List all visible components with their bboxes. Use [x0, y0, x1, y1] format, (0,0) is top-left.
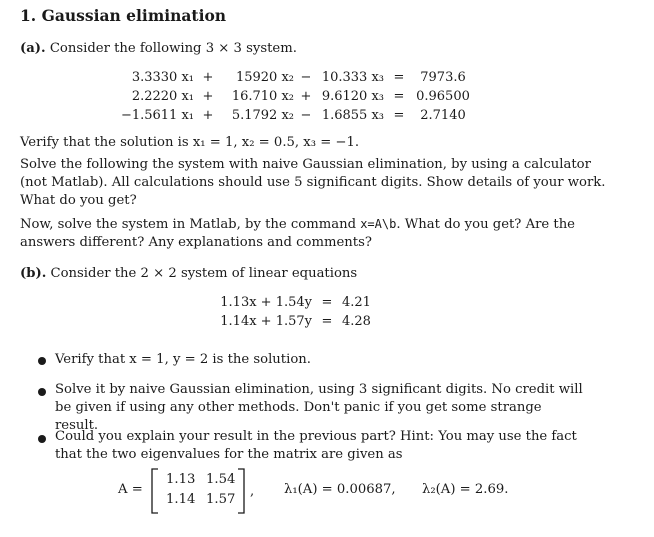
equation-lhs: 1.13x + 1.54y — [220, 294, 312, 310]
matrix-entry: 1.54 — [206, 472, 236, 487]
part-a-heading — [20, 40, 297, 58]
section-title: 1. Gaussian elimination — [20, 6, 227, 25]
term: 3.3330 x₁ — [131, 69, 194, 85]
equals-sign: = — [393, 88, 405, 104]
part-b-intro: Consider the 2 × 2 system of linear equations — [50, 266, 358, 281]
operator: + — [202, 88, 214, 104]
verify-solution-text: Verify that the solution is x₁ = 1, x₂ = 0.5, x₃ = −1. — [20, 135, 360, 150]
equals-sign: = — [393, 69, 405, 85]
operator: − — [300, 69, 312, 85]
matlab-text-pre: Now, solve the system in Matlab, by the command — [20, 217, 361, 232]
equation-row — [120, 87, 472, 106]
equation-row — [220, 293, 382, 312]
term: 15920 x₂ — [235, 69, 294, 85]
term: −1.5611 x₁ — [120, 107, 194, 123]
term: 16.710 x₂ — [231, 88, 294, 104]
matrix-entry: 1.13 — [166, 472, 196, 487]
term: 5.1792 x₂ — [231, 107, 294, 123]
equation-row — [220, 312, 382, 331]
right-bracket-icon — [236, 468, 246, 514]
matlab-command: x=A\b — [360, 217, 397, 231]
operator: + — [202, 107, 214, 123]
rhs-value: 0.96500 — [416, 88, 470, 104]
equals-sign: = — [393, 107, 405, 123]
part-b-heading — [20, 265, 357, 283]
term: 2.2220 x₁ — [131, 88, 194, 104]
matrix-label: A = — [118, 482, 143, 497]
rhs-value: 2.7140 — [420, 107, 466, 123]
equation-row — [120, 68, 472, 87]
equation-system-3x3 — [120, 68, 472, 125]
eigenvalue-2: λ₂(A) = 2.69. — [422, 482, 509, 497]
term: 10.333 x₃ — [321, 69, 384, 85]
bullet-icon — [38, 435, 46, 443]
term: 9.6120 x₃ — [321, 88, 384, 104]
equation-system-2x2 — [220, 293, 382, 331]
part-a-intro: Consider the following 3 × 3 system. — [49, 41, 297, 56]
matlab-instructions — [20, 216, 620, 252]
term: 1.6855 x₃ — [321, 107, 384, 123]
bullet-item-solve: Solve it by naive Gaussian elimination, using 3 significant digits. No credit will be given if using any other methods. Don't panic if you get some strange result. — [55, 382, 583, 433]
equation-rhs: 4.21 — [342, 294, 371, 310]
equals-sign: = — [321, 294, 333, 310]
equation-row — [120, 106, 472, 125]
bullet-item-explain: Could you explain your result in the previous part? Hint: You may use the fact that the two eigenvalues for the matrix are given as — [55, 429, 577, 462]
left-bracket-icon — [150, 468, 160, 514]
equation-rhs: 4.28 — [342, 313, 371, 329]
equation-lhs: 1.14x + 1.57y — [220, 313, 312, 329]
part-a-label: (a). — [20, 41, 46, 56]
operator: + — [202, 69, 214, 85]
equals-sign: = — [321, 313, 333, 329]
bullet-icon — [38, 357, 46, 365]
matrix-entry: 1.14 — [166, 492, 196, 507]
bullet-icon — [38, 388, 46, 396]
part-b-label: (b). — [20, 266, 47, 281]
matrix-entry: 1.57 — [206, 492, 236, 507]
solve-instructions: Solve the following the system with naive Gaussian elimination, by using a calculator (not Matlab). All calculations should use 5 significant digits. Show details of your work. What do you get? — [20, 157, 606, 208]
matlab-text-post: . What do you get? Are the answers different? Any explanations and comments? — [20, 217, 575, 250]
matrix-comma: , — [250, 484, 255, 499]
rhs-value: 7973.6 — [420, 69, 466, 85]
eigenvalue-1: λ₁(A) = 0.00687, — [284, 482, 396, 497]
operator: + — [300, 88, 312, 104]
operator: − — [300, 107, 312, 123]
bullet-item-verify: Verify that x = 1, y = 2 is the solution. — [55, 352, 311, 367]
